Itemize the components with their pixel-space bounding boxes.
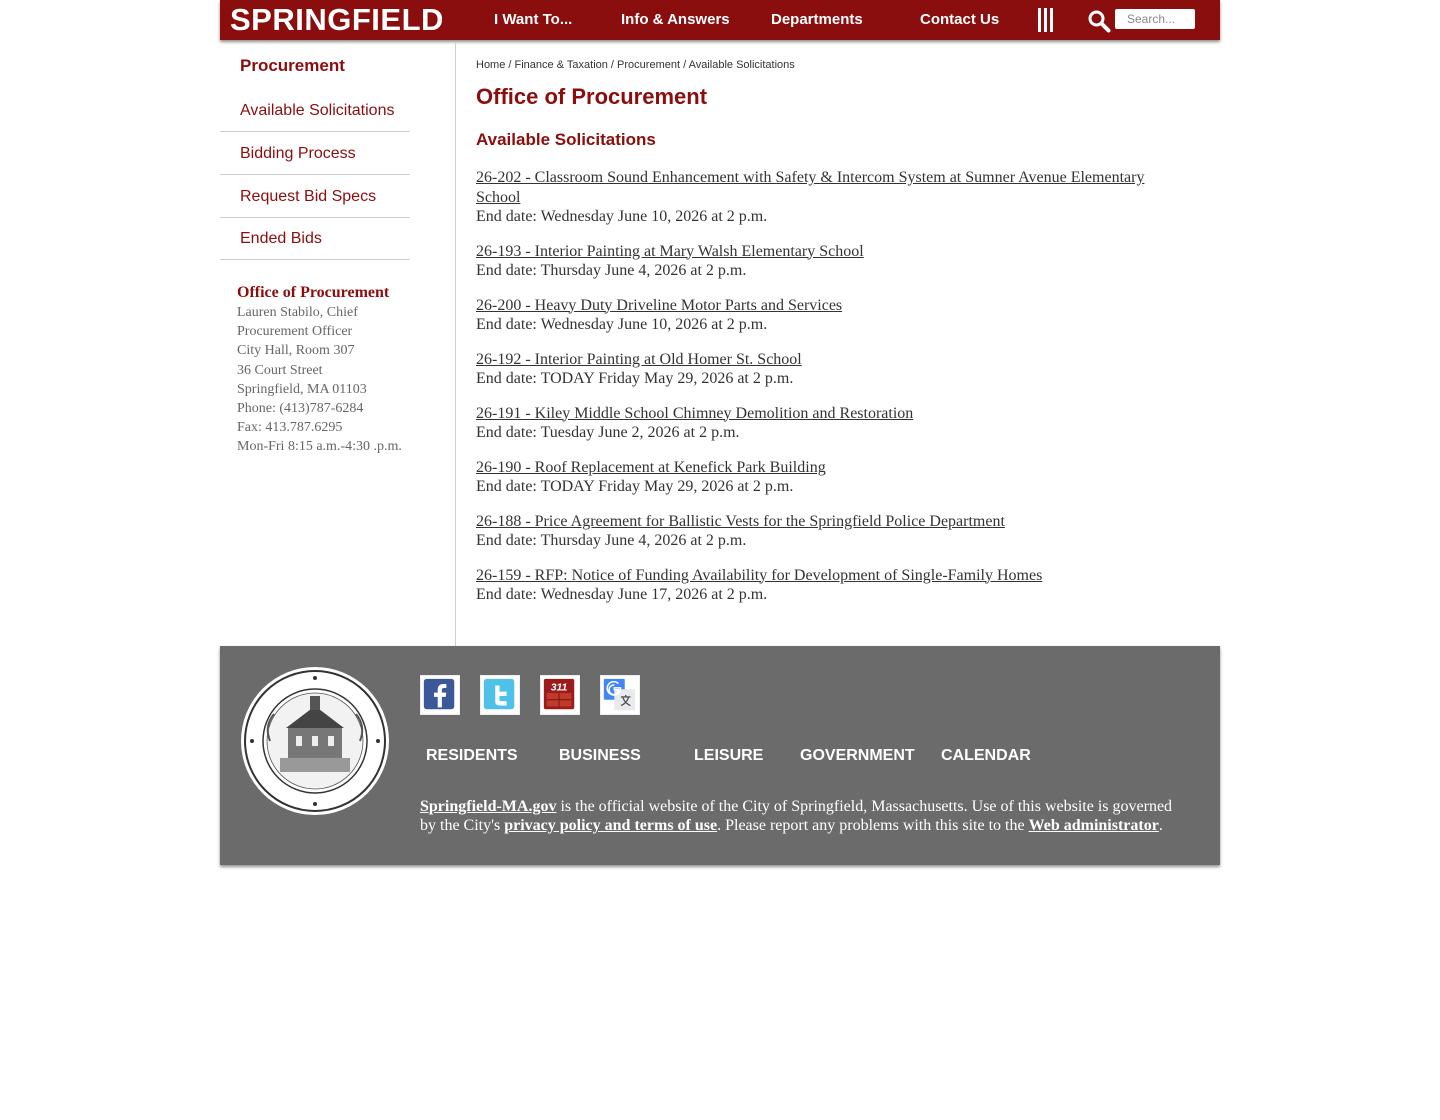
footer-disclaimer [420,797,1190,835]
contact-fax: Fax: 413.787.6295 [237,420,343,436]
nav-departments[interactable]: Departments [771,11,863,28]
contact-title: Office of Procurement [237,284,390,301]
contact-hours: Mon-Fri 8:15 a.m.-4:30 .p.m. [237,439,402,455]
solicitation-end-date: End date: TODAY Friday May 29, 2026 at 2 p.m. [476,478,794,495]
breadcrumb-finance-taxation[interactable]: Finance & Taxation [514,59,608,71]
footer-nav-government[interactable]: GOVERNMENT [800,747,915,764]
solicitation-link[interactable]: 26-191 - Kiley Middle School Chimney Demolition and Restoration [476,404,914,422]
footer-text-part: is the official website of the City of Springfield, Massachusetts. Use of this website is governed by the City's [420,798,1173,834]
menu-icon[interactable] [1038,8,1056,32]
twitter-icon[interactable] [480,675,520,715]
contact-line: City Hall, Room 307 [237,343,355,359]
page-title: Office of Procurement [476,84,708,109]
sidebar-title[interactable]: Procurement [240,56,345,75]
footer-text-part: . [1158,817,1163,834]
list-item [476,566,1166,605]
privacy-policy-link[interactable]: privacy policy and terms of use [504,817,718,834]
footer-nav-calendar[interactable]: CALENDAR [941,747,1031,764]
search-input[interactable] [1115,9,1195,29]
contact-phone: Phone: (413)787-6284 [237,401,364,417]
footer-nav-residents[interactable]: RESIDENTS [426,747,518,764]
breadcrumb-separator: / [680,59,689,71]
list-item [476,458,1166,497]
solicitation-end-date: End date: Thursday June 4, 2026 at 2 p.m. [476,532,747,549]
solicitation-end-date: End date: Wednesday June 17, 2026 at 2 p.m. [476,586,768,603]
311-icon[interactable] [540,675,580,715]
site-home-link[interactable]: Springfield-MA.gov [420,798,557,815]
breadcrumb-home[interactable]: Home [476,59,506,71]
solicitation-end-date: End date: Tuesday June 2, 2026 at 2 p.m. [476,424,740,441]
facebook-icon[interactable] [420,675,460,715]
solicitation-link[interactable]: 26-159 - RFP: Notice of Funding Availability for Development of Single-Family Homes [476,566,1043,584]
list-item [476,242,1166,281]
nav-info-answers[interactable]: Info & Answers [621,11,730,28]
solicitation-end-date: End date: Thursday June 4, 2026 at 2 p.m. [476,262,747,279]
list-item [476,296,1166,335]
contact-line: Lauren Stabilo, Chief [237,305,358,320]
breadcrumb-procurement[interactable]: Procurement [617,59,681,71]
footer-text-part: . Please report any problems with this site to the [717,817,1029,834]
section-title: Available Solicitations [476,130,656,149]
city-seal-icon [240,666,390,816]
solicitation-link[interactable]: 26-192 - Interior Painting at Old Homer St. School [476,350,802,368]
sidebar-item-ended-bids[interactable]: Ended Bids [220,217,410,260]
contact-line: Springfield, MA 01103 [237,381,367,397]
google-translate-icon[interactable] [600,675,640,715]
contact-line: Procurement Officer [237,324,353,340]
web-administrator-link[interactable]: Web administrator [1028,817,1159,834]
breadcrumb [476,59,795,71]
solicitation-link[interactable]: 26-193 - Interior Painting at Mary Walsh Elementary School [476,242,864,260]
breadcrumb-separator: / [505,59,515,71]
solicitation-link[interactable]: 26-190 - Roof Replacement at Kenefick Park Building [476,458,826,476]
nav-contact-us[interactable]: Contact Us [920,11,1000,28]
solicitation-link[interactable]: 26-200 - Heavy Duty Driveline Motor Parts and Services [476,296,843,314]
sidebar [220,42,456,646]
solicitation-end-date: End date: Wednesday June 10, 2026 at 2 p.m. [476,208,768,225]
breadcrumb-separator: / [607,59,618,71]
site-header [220,0,1220,40]
footer-nav-business[interactable]: BUSINESS [559,747,641,764]
311-label: 311 [550,682,568,694]
solicitation-link[interactable]: 26-188 - Price Agreement for Ballistic Vests for the Springfield Police Department [476,512,1005,530]
sidebar-item-available-solicitations[interactable]: Available Solicitations [220,89,410,132]
list-item [476,350,1166,389]
solicitation-list [476,168,1166,620]
breadcrumb-current: Available Solicitations [688,59,795,71]
solicitation-end-date: End date: TODAY Friday May 29, 2026 at 2 p.m. [476,370,794,387]
contact-line: 36 Court Street [237,362,323,378]
list-item [476,404,1166,443]
footer-nav-leisure[interactable]: LEISURE [694,747,764,764]
list-item [476,168,1166,227]
solicitation-end-date: End date: Wednesday June 10, 2026 at 2 p.m. [476,316,768,333]
solicitation-link[interactable]: 26-202 - Classroom Sound Enhancement with Safety & Intercom System at Sumner Avenue Elementary School [476,169,1145,206]
sidebar-item-bidding-process[interactable]: Bidding Process [220,132,410,175]
contact-block [237,283,447,457]
site-footer [220,646,1220,865]
nav-i-want-to[interactable]: I Want To... [494,11,573,28]
list-item [476,512,1166,551]
search-icon[interactable] [1087,9,1111,33]
sidebar-item-request-bid-specs[interactable]: Request Bid Specs [220,175,410,218]
site-logo[interactable]: SPRINGFIELD [230,2,444,37]
